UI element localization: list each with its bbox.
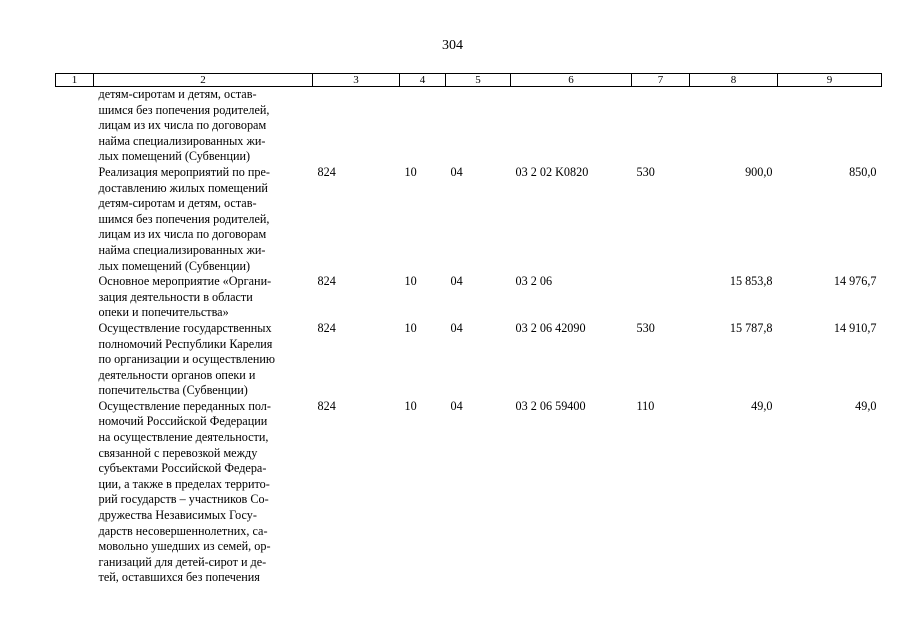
expense-type-cell [632, 87, 690, 165]
item-name-line: детям-сиротам и детям, остав- [98, 87, 257, 101]
item-name-line: связанной с перевозкой между [98, 445, 258, 460]
row-number-cell [56, 165, 94, 274]
item-name-line: по организации и осуществлению [98, 352, 276, 367]
header-cell-6: 6 [511, 74, 632, 87]
item-name-line: номочий Российской Федерации [98, 414, 268, 429]
table-row [56, 321, 882, 399]
amount-year-2-cell: 14 976,7 [833, 274, 877, 289]
page-number: 304 [442, 38, 463, 53]
item-name-line: лых помещений (Субвенции) [98, 258, 251, 273]
item-name-line: найма специализированных жи- [98, 133, 266, 148]
section-cell [400, 87, 446, 165]
target-article-cell: 03 2 06 59400 [515, 398, 586, 413]
amount-year-1-cell: 49,0 [751, 398, 773, 413]
target-article-cell [511, 87, 632, 165]
header-cell-1: 1 [56, 74, 94, 87]
ved-code-cell: 824 [317, 398, 336, 413]
item-name-line: опеки и попечительства» [98, 305, 229, 320]
item-name-line: найма специализированных жи- [98, 242, 266, 257]
ved-code-cell: 824 [317, 164, 336, 179]
item-name-line: Осуществление переданных пол- [98, 398, 271, 413]
amount-year-2-cell [778, 87, 882, 165]
item-name-line: Осуществление государственных [98, 320, 272, 335]
row-number-cell [56, 274, 94, 321]
table-row [56, 165, 882, 274]
budget-table [55, 73, 882, 586]
row-number-cell [56, 87, 94, 165]
item-name-line: дружества Независимых Госу- [98, 508, 257, 523]
item-name-line: попечительства (Субвенции) [98, 383, 248, 398]
amount-year-1-cell: 15 787,8 [729, 320, 773, 335]
item-name-line: на осуществление деятельности, [98, 430, 269, 445]
subsection-cell: 04 [450, 164, 463, 179]
item-name-line: Основное мероприятие «Органи- [98, 274, 272, 289]
table-body [56, 87, 882, 587]
expense-type-cell: 110 [636, 398, 655, 413]
item-name-line: ции, а также в пределах террито- [98, 476, 270, 491]
table-row [56, 399, 882, 586]
amount-year-1-cell [690, 87, 778, 165]
section-cell: 10 [404, 398, 417, 413]
ved-code-cell: 824 [317, 274, 336, 289]
item-name-line: зация деятельности в области [98, 289, 253, 304]
amount-year-2-cell: 850,0 [849, 164, 877, 179]
item-name-line: полномочий Республики Карелия [98, 336, 273, 351]
target-article-cell: 03 2 06 42090 [515, 320, 586, 335]
item-name-line: ганизаций для детей-сирот и де- [98, 554, 267, 569]
header-cell-3: 3 [313, 74, 400, 87]
item-name-cell [94, 165, 313, 274]
item-name-line: дарств несовершеннолетних, са- [98, 523, 268, 538]
amount-year-1-cell: 15 853,8 [729, 274, 773, 289]
expense-type-cell [632, 274, 690, 321]
ved-code-cell: 824 [317, 320, 336, 335]
header-cell-4: 4 [400, 74, 446, 87]
header-cell-7: 7 [632, 74, 690, 87]
subsection-cell: 04 [450, 320, 463, 335]
subsection-cell: 04 [450, 274, 463, 289]
item-name-line: рий государств – участников Со- [98, 492, 269, 507]
amount-year-2-cell: 49,0 [855, 398, 877, 413]
item-name-cell [94, 274, 313, 321]
item-name-line: мовольно ушедших из семей, ор- [98, 539, 271, 554]
item-name-cell [94, 399, 313, 586]
row-number-cell [56, 399, 94, 586]
target-article-cell: 03 2 06 [515, 274, 553, 289]
item-name-line: доставлению жилых помещений [98, 180, 268, 195]
header-cell-8: 8 [690, 74, 778, 87]
subsection-cell: 04 [450, 398, 463, 413]
item-name-line: тей, оставшихся без попечения [98, 570, 260, 585]
header-cell-2: 2 [94, 74, 313, 87]
item-name-line: детям-сиротам и детям, остав- [98, 196, 257, 211]
expense-type-cell: 530 [636, 320, 655, 335]
table-row [56, 274, 882, 321]
amount-year-2-cell: 14 910,7 [833, 320, 877, 335]
item-name-line: деятельности органов опеки и [98, 367, 256, 382]
item-name-cell [94, 87, 313, 165]
row-number-cell [56, 321, 94, 399]
item-name-cell [94, 321, 313, 399]
item-name-line: шимся без попечения родителей, [98, 211, 270, 226]
table-row [56, 87, 882, 165]
expense-type-cell: 530 [636, 164, 655, 179]
header-cell-9: 9 [778, 74, 882, 87]
subsection-cell [446, 87, 511, 165]
ved-code-cell [313, 87, 400, 165]
amount-year-1-cell: 900,0 [745, 164, 773, 179]
section-cell: 10 [404, 320, 417, 335]
section-cell: 10 [404, 274, 417, 289]
item-name-line: шимся без попечения родителей, [98, 102, 270, 117]
item-name-line: лых помещений (Субвенции) [98, 149, 251, 164]
header-cell-5: 5 [446, 74, 511, 87]
item-name-line: лицам из их числа по договорам [98, 118, 267, 133]
section-cell: 10 [404, 164, 417, 179]
table-header [56, 74, 882, 87]
item-name-line: Реализация мероприятий по пре- [98, 164, 270, 179]
header-row [56, 74, 882, 87]
target-article-cell: 03 2 02 K0820 [515, 164, 589, 179]
item-name-line: субъектами Российской Федера- [98, 461, 267, 476]
item-name-line: лицам из их числа по договорам [98, 227, 267, 242]
